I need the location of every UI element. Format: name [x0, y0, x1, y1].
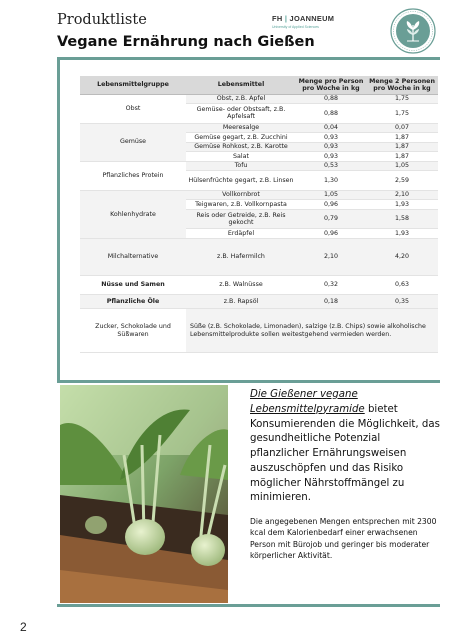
value-two-persons: 1,87 — [366, 152, 438, 162]
fh-joanneum-logo — [272, 14, 335, 38]
page-title: Vegane Ernährung nach Gießen — [57, 34, 315, 50]
group-cell: Pflanzliche Öle — [80, 295, 186, 309]
value-per-person: 2,10 — [296, 239, 366, 276]
table-row — [80, 123, 438, 133]
intro-text-block — [250, 388, 440, 561]
value-two-persons: 1,93 — [366, 200, 438, 210]
logo-tagline: University of Applied Sciences — [272, 25, 319, 29]
divider-side — [57, 57, 60, 382]
food-cell: Gemüse gegart, z.B. Zucchini — [186, 133, 296, 143]
group-cell: Obst — [80, 94, 186, 123]
food-cell: Salat — [186, 152, 296, 162]
group-cell: Zucker, Schokolade und Süßwaren — [80, 309, 186, 353]
group-cell: Milchalternative — [80, 239, 186, 276]
page-subtitle: Produktliste — [57, 12, 147, 28]
table-row — [80, 239, 438, 276]
value-per-person: 0,88 — [296, 104, 366, 124]
food-quantity-table — [80, 76, 438, 353]
value-per-person: 0,04 — [296, 123, 366, 133]
table-row — [80, 94, 438, 104]
column-header-per-person: Menge pro Person pro Woche in kg — [296, 76, 366, 94]
value-per-person: 0,96 — [296, 200, 366, 210]
column-header-food: Lebensmittel — [186, 76, 296, 94]
value-two-persons: 2,59 — [366, 171, 438, 191]
food-cell: Teigwaren, z.B. Vollkornpasta — [186, 200, 296, 210]
value-two-persons: 0,07 — [366, 123, 438, 133]
value-per-person: 0,93 — [296, 152, 366, 162]
value-two-persons: 2,10 — [366, 190, 438, 200]
calorie-note: Die angegebenen Mengen entsprechen mit 2300 kcal dem Kalorienbedarf einer erwachsenen Person mit Bürojob und geringer bis moderater körperlicher Aktivität. — [250, 517, 437, 560]
food-cell: Reis oder Getreide, z.B. Reis gekocht — [186, 209, 296, 229]
value-two-persons: 0,35 — [366, 295, 438, 309]
group-cell: Gemüse — [80, 123, 186, 161]
lead-text: bietet Konsumierenden die Möglichkeit, das gesundheitliche Potenzial pflanzlicher Ernährungsweisen auszuschöpfen und das Risiko möglicher Nährstoffmängel zu minimieren. — [250, 403, 440, 504]
table-row — [80, 309, 438, 353]
food-cell: Gemüse- oder Obstsaft, z.B. Apfelsaft — [186, 104, 296, 124]
value-two-persons: 1,75 — [366, 104, 438, 124]
pyramid-reference: Die Gießener vegane Lebensmittelpyramide — [250, 389, 365, 415]
food-cell: Hülsenfrüchte gegart, z.B. Linsen — [186, 171, 296, 191]
sweets-note-cell: Süße (z.B. Schokolade, Limonaden), salzige (z.B. Chips) sowie alkoholische Lebensmittelprodukte sollen weitestgehend vermieden werden. — [186, 309, 438, 353]
value-per-person: 0,32 — [296, 276, 366, 295]
value-two-persons: 1,05 — [366, 161, 438, 171]
divider-middle — [57, 380, 440, 383]
value-two-persons: 1,87 — [366, 142, 438, 152]
food-cell: Obst, z.B. Apfel — [186, 94, 296, 104]
value-two-persons: 1,93 — [366, 229, 438, 239]
group-cell: Nüsse und Samen — [80, 276, 186, 295]
food-cell: Meeresalge — [186, 123, 296, 133]
group-cell: Kohlenhydrate — [80, 190, 186, 239]
value-per-person: 0,79 — [296, 209, 366, 229]
table-row — [80, 295, 438, 309]
column-header-two-persons: Menge 2 Personen pro Woche in kg — [366, 76, 438, 94]
page-number: 2 — [20, 620, 27, 634]
logo-separator: | — [284, 14, 288, 23]
value-per-person: 1,30 — [296, 171, 366, 191]
page-header — [57, 12, 437, 62]
table-header-row — [80, 76, 438, 94]
divider-top — [57, 57, 440, 60]
value-two-persons: 4,20 — [366, 239, 438, 276]
logo-part-fh: FH — [272, 14, 283, 23]
food-cell: Tofu — [186, 161, 296, 171]
value-per-person: 0,93 — [296, 133, 366, 143]
divider-bottom — [57, 604, 440, 607]
kohlrabi-seedlings-photo — [60, 385, 228, 603]
group-cell: Pflanzliches Protein — [80, 161, 186, 190]
food-cell: Erdäpfel — [186, 229, 296, 239]
value-two-persons: 1,87 — [366, 133, 438, 143]
value-two-persons: 1,75 — [366, 94, 438, 104]
food-cell: Gemüse Rohkost, z.B. Karotte — [186, 142, 296, 152]
logo-part-joanneum: JOANNEUM — [289, 14, 335, 23]
value-per-person: 0,53 — [296, 161, 366, 171]
joanneum-seal-icon — [390, 8, 436, 54]
lead-paragraph — [250, 388, 440, 506]
value-per-person: 0,18 — [296, 295, 366, 309]
table-row — [80, 190, 438, 200]
value-per-person: 0,96 — [296, 229, 366, 239]
food-cell: z.B. Rapsöl — [186, 295, 296, 309]
food-cell: z.B. Walnüsse — [186, 276, 296, 295]
column-header-group: Lebensmittelgruppe — [80, 76, 186, 94]
table-row — [80, 161, 438, 171]
food-cell: Vollkornbrot — [186, 190, 296, 200]
table-row — [80, 276, 438, 295]
value-two-persons: 1,58 — [366, 209, 438, 229]
value-per-person: 1,05 — [296, 190, 366, 200]
food-cell: z.B. Hafermilch — [186, 239, 296, 276]
value-per-person: 0,93 — [296, 142, 366, 152]
value-per-person: 0,88 — [296, 94, 366, 104]
value-two-persons: 0,63 — [366, 276, 438, 295]
